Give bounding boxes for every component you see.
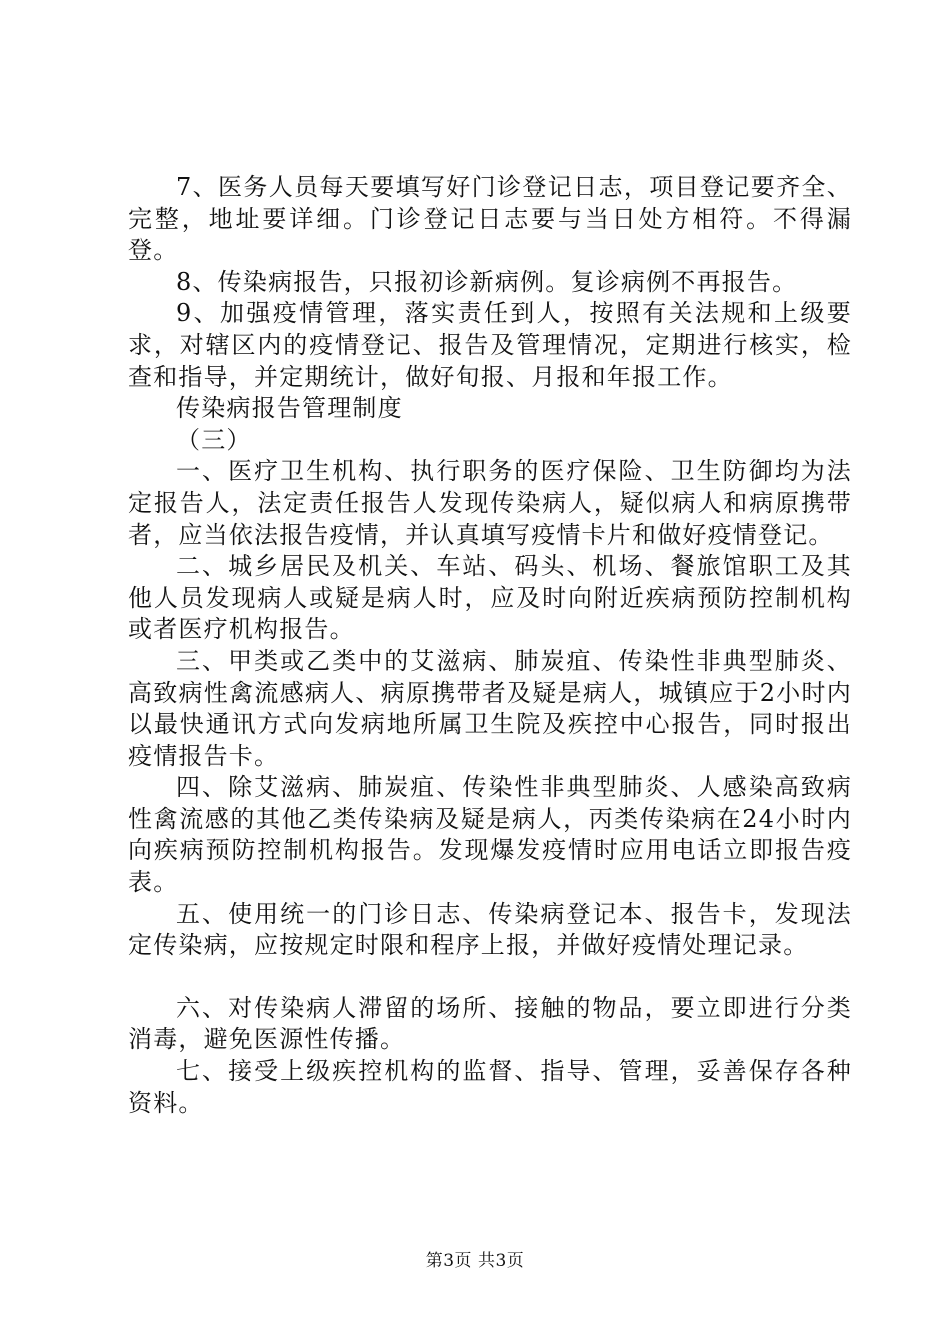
paragraph-five: 五、使用统一的门诊日志、传染病登记本、报告卡，发现法定传染病，应按规定时限和程序上报，并做好疫情处理记录。: [128, 899, 852, 960]
paragraph-one: 一、医疗卫生机构、执行职务的医疗保险、卫生防御均为法定报告人，法定责任报告人发现传染病人，疑似病人和病原携带者，应当依法报告疫情，并认真填写疫情卡片和做好疫情登记。: [128, 457, 852, 549]
section-title: 传染病报告管理制度: [176, 394, 403, 423]
paragraph-9: 9、加强疫情管理，落实责任到人，按照有关法规和上级要求，对辖区内的疫情登记、报告及管理情况，定期进行核实，检查和指导，并定期统计，做好旬报、月报和年报工作。: [128, 299, 852, 391]
paragraph-seven: 七、接受上级疾控机构的监督、指导、管理，妥善保存各种资料。: [128, 1057, 852, 1117]
paragraph-four: 四、除艾滋病、肺炭疽、传染性非典型肺炎、人感染高致病性禽流感的其他乙类传染病及疑是病人，丙类传染病在24小时内向疾病预防控制机构报告。发现爆发疫情时应用电话立即报告疫表。: [128, 773, 852, 897]
paragraph-three: 三、甲类或乙类中的艾滋病、肺炭疽、传染性非典型肺炎、高致病性禽流感病人、病原携带者及疑是病人，城镇应于2小时内以最快通讯方式向发病地所属卫生院及疾控中心报告，同时报出疫情报告卡。: [128, 646, 852, 770]
section-number: （三）: [176, 425, 252, 454]
paragraph-six: 六、对传染病人滞留的场所、接触的物品，要立即进行分类消毒，避免医源性传播。: [128, 993, 852, 1054]
page-footer: 第3页 共3页: [425, 1251, 525, 1271]
paragraph-7: 7、医务人员每天要填写好门诊登记日志，项目登记要齐全、完整，地址要详细。门诊登记日志要与当日处方相符。不得漏登。: [128, 173, 852, 265]
paragraph-two: 二、城乡居民及机关、车站、码头、机场、餐旅馆职工及其他人员发现病人或疑是病人时，应及时向附近疾病预防控制机构或者医疗机构报告。: [128, 552, 852, 644]
paragraph-8: 8、传染病报告，只报初诊新病例。复诊病例不再报告。: [176, 267, 798, 296]
document-body: [128, 172, 852, 1119]
blank-line: [128, 962, 852, 993]
